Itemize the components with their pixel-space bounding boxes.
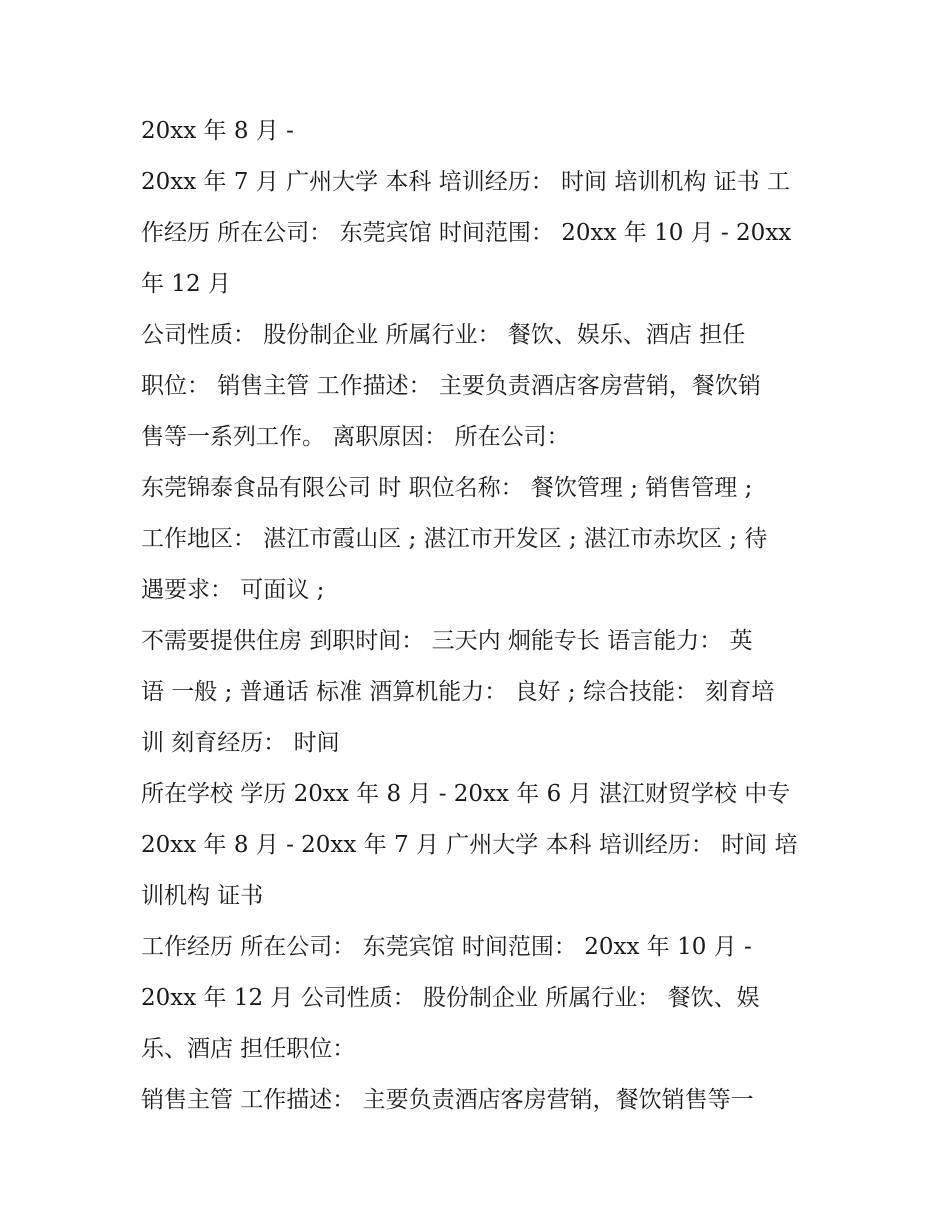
text-line: 训机构 证书 [141, 883, 264, 909]
text-line: 工作经历 所在公司： 东莞宾馆 时间范围： 20xx 年 10 月 - [141, 934, 752, 960]
text-line: 所在学校 学历 20xx 年 8 月 - 20xx 年 6 月 湛江财贸学校 中专 [141, 781, 791, 807]
text-line: 20xx 年 8 月 - 20xx 年 7 月 广州大学 本科 培训经历： 时间 培 [141, 832, 798, 858]
text-line: 训 刻育经历： 时间 [141, 730, 340, 756]
text-line: 公司性质： 股份制企业 所属行业： 餐饮、娱乐、酒店 担任 [141, 322, 746, 348]
text-line: 不需要提供住房 到职时间： 三天内 炯能专长 语言能力： 英 [141, 628, 753, 654]
text-line: 遇要求： 可面议 ; [141, 577, 325, 603]
text-line: 售等一系列工作。 离职原因： 所在公司： [141, 424, 570, 450]
text-line: 乐、酒店 担任职位： [141, 1036, 356, 1062]
text-line: 年 12 月 [141, 271, 231, 297]
text-line: 20xx 年 8 月 - [141, 118, 294, 144]
text-line: 职位： 销售主管 工作描述： 主要负责酒店客房营销，餐饮销 [141, 373, 761, 399]
text-line: 20xx 年 7 月 广州大学 本科 培训经历： 时间 培训机构 证书 工 [141, 169, 790, 195]
text-line: 东莞锦泰食品有限公司 时 职位名称： 餐饮管理 ; 销售管理 ; [141, 475, 753, 501]
text-line: 销售主管 工作描述： 主要负责酒店客房营销，餐饮销售等一 [141, 1087, 754, 1113]
text-line: 工作地区： 湛江市霞山区 ; 湛江市开发区 ; 湛江市赤坎区 ; 待 [141, 526, 768, 552]
text-line: 20xx 年 12 月 公司性质： 股份制企业 所属行业： 餐饮、娱 [141, 985, 760, 1011]
text-line: 作经历 所在公司： 东莞宾馆 时间范围： 20xx 年 10 月 - 20xx [141, 220, 792, 246]
text-line: 语 一般 ; 普通话 标准 酒算机能力： 良好 ; 综合技能： 刻育培 [141, 679, 775, 705]
resume-text-body [141, 106, 811, 1126]
